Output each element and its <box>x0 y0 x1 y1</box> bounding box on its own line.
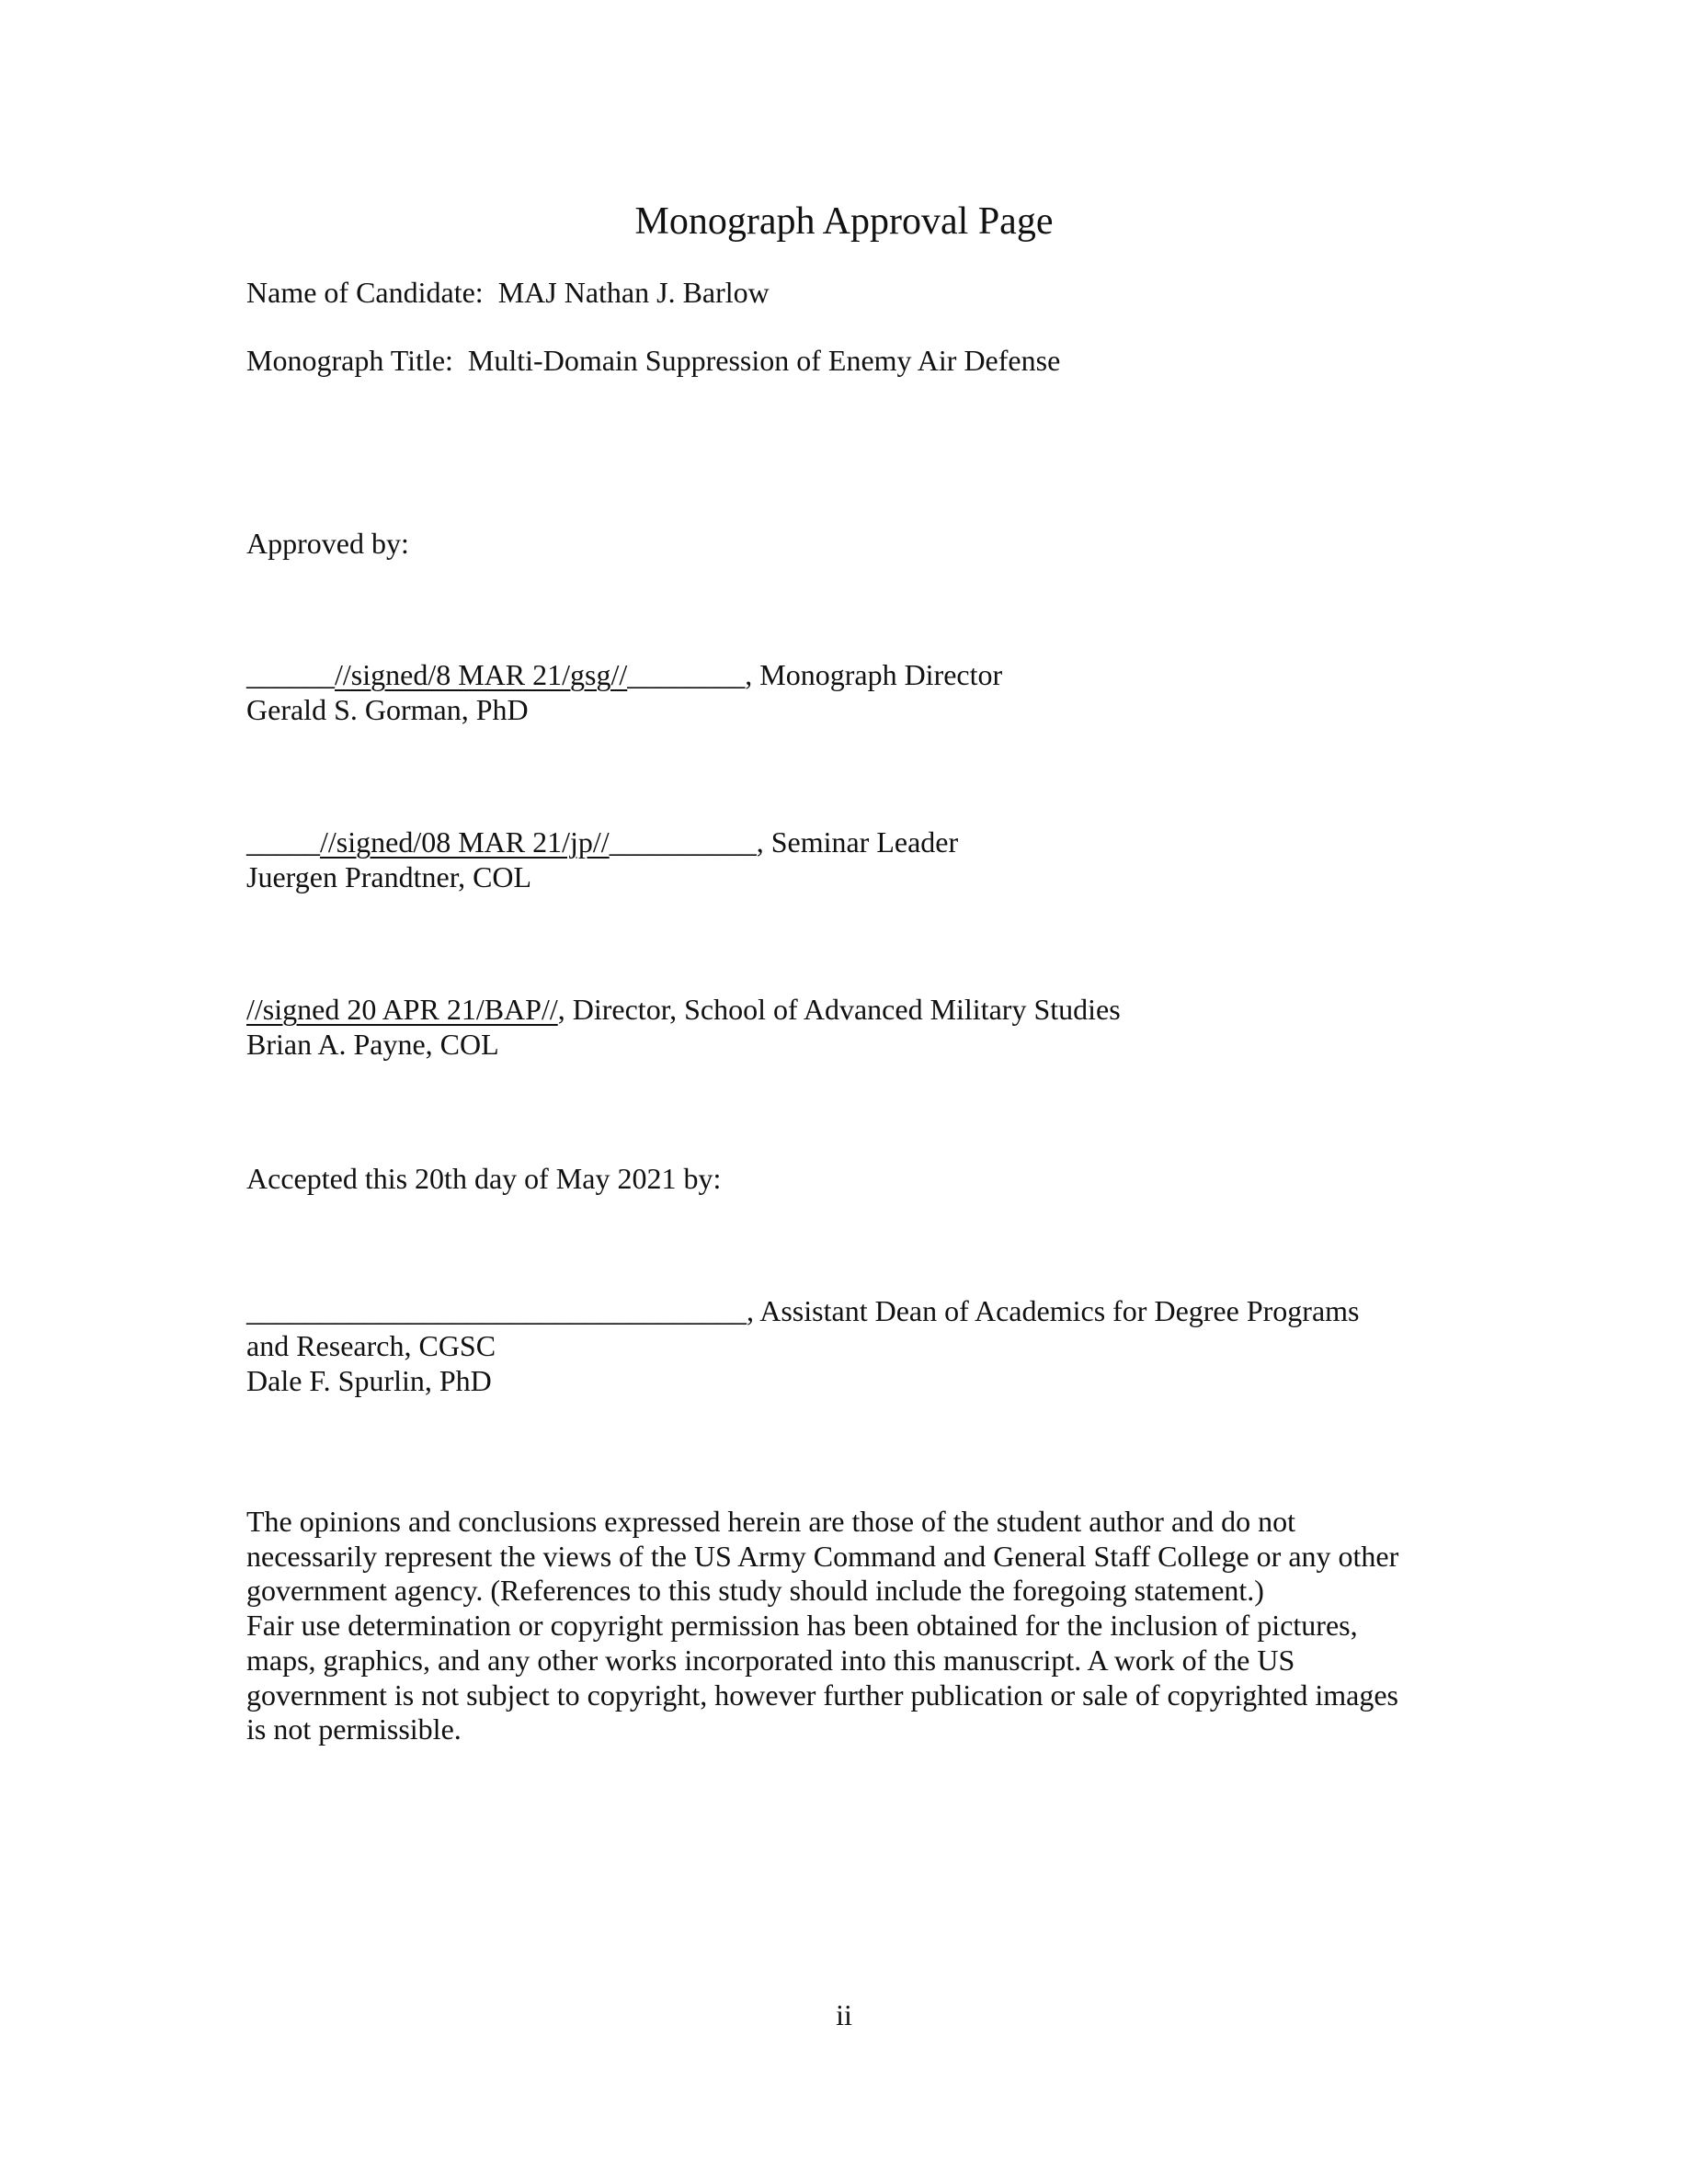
monograph-title-value: Multi-Domain Suppression of Enemy Air Defense <box>467 344 1061 377</box>
disclaimer-line: government is not subject to copyright, however further publication or sale of copyrighted images <box>246 1678 1398 1712</box>
approved-by-label: Approved by: <box>246 527 409 560</box>
page-title: Monograph Approval Page <box>634 200 1054 243</box>
signature-block-sams-director <box>246 995 1121 1064</box>
signature-stamp: //signed/08 MAR 21/jp// <box>320 825 610 859</box>
signature-lead-blank: ______ <box>246 658 335 691</box>
signature-block-seminar-leader <box>246 827 958 897</box>
signer-name: Gerald S. Gorman, PhD <box>246 693 529 726</box>
signature-role: , Seminar Leader <box>756 825 959 859</box>
signature-block-dean <box>246 1296 1359 1401</box>
signer-name: Juergen Prandtner, COL <box>246 860 532 893</box>
page-number: ii <box>836 1998 852 2031</box>
signature-trail-blank: ________ <box>627 658 746 691</box>
signature-trail-blank: __________ <box>609 825 757 859</box>
monograph-title-label: Monograph Title: <box>246 344 453 377</box>
monograph-title-line <box>246 346 1060 375</box>
signature-blank: __________________________________ <box>246 1294 747 1327</box>
signer-name: Dale F. Spurlin, PhD <box>246 1364 492 1397</box>
candidate-label: Name of Candidate: <box>246 276 484 309</box>
signature-role: , Director, School of Advanced Military Studies <box>557 993 1121 1026</box>
disclaimer-line: necessarily represent the views of the US Army Command and General Staff College or any other <box>246 1539 1399 1573</box>
signature-stamp: //signed 20 APR 21/BAP// <box>246 993 558 1026</box>
signature-role-continued: and Research, CGSC <box>246 1329 496 1362</box>
disclaimer-line: The opinions and conclusions expressed herein are those of the student author and do not <box>246 1505 1296 1538</box>
accepted-statement: Accepted this 20th day of May 2021 by: <box>246 1162 722 1195</box>
signer-name: Brian A. Payne, COL <box>246 1028 499 1061</box>
disclaimer-line: Fair use determination or copyright permission has been obtained for the inclusion of pictures, <box>246 1609 1358 1643</box>
signature-lead-blank: _____ <box>246 825 320 859</box>
disclaimer-paragraph <box>246 1505 1460 1747</box>
signature-line <box>246 660 1002 695</box>
disclaimer-line: maps, graphics, and any other works incorporated into this manuscript. A work of the US <box>246 1643 1295 1677</box>
signature-stamp: //signed/8 MAR 21/gsg// <box>335 658 628 691</box>
signature-block-director <box>246 660 1002 730</box>
candidate-name: MAJ Nathan J. Barlow <box>497 276 770 309</box>
signature-role: , Monograph Director <box>745 658 1003 691</box>
signature-line <box>246 1296 1359 1331</box>
signature-role: , Assistant Dean of Academics for Degree Programs <box>747 1294 1360 1327</box>
disclaimer-line: government agency. (References to this study should include the foregoing statement.) <box>246 1574 1264 1608</box>
candidate-line <box>246 278 770 307</box>
disclaimer-line: is not permissible. <box>246 1712 462 1746</box>
signature-line <box>246 827 958 862</box>
signature-line <box>246 995 1121 1029</box>
